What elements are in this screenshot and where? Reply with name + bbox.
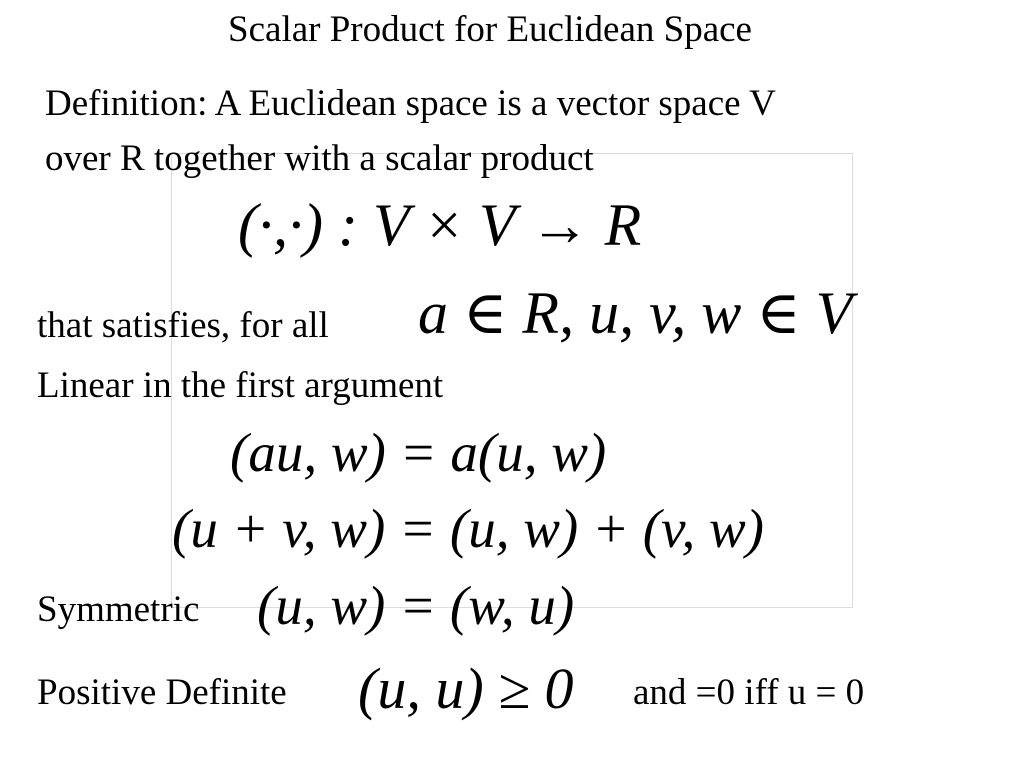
linear-formula-additive: (u + v, w) = (u, w) + (v, w) [172, 498, 764, 559]
linear-heading: Linear in the first argument [37, 365, 444, 406]
quantifier-formula: a ∈ R, u, v, w ∈ V [418, 280, 853, 346]
positive-definite-formula: (u, u) ≥ 0 [358, 656, 574, 721]
symmetric-label: Symmetric [37, 589, 200, 630]
definition-line-2: over R together with a scalar product [45, 138, 594, 179]
scalar-product-map-formula: (·,·) : V × V → R [238, 192, 642, 258]
positive-definite-suffix: and =0 iff u = 0 [633, 672, 865, 713]
satisfies-text: that satisfies, for all [37, 305, 329, 346]
linear-formula-scalar: (au, w) = a(u, w) [230, 422, 607, 483]
symmetric-formula: (u, w) = (w, u) [257, 575, 575, 636]
definition-line-1: Definition: A Euclidean space is a vector space V [45, 83, 776, 124]
positive-definite-label: Positive Definite [37, 672, 287, 713]
slide-title: Scalar Product for Euclidean Space [228, 9, 752, 50]
